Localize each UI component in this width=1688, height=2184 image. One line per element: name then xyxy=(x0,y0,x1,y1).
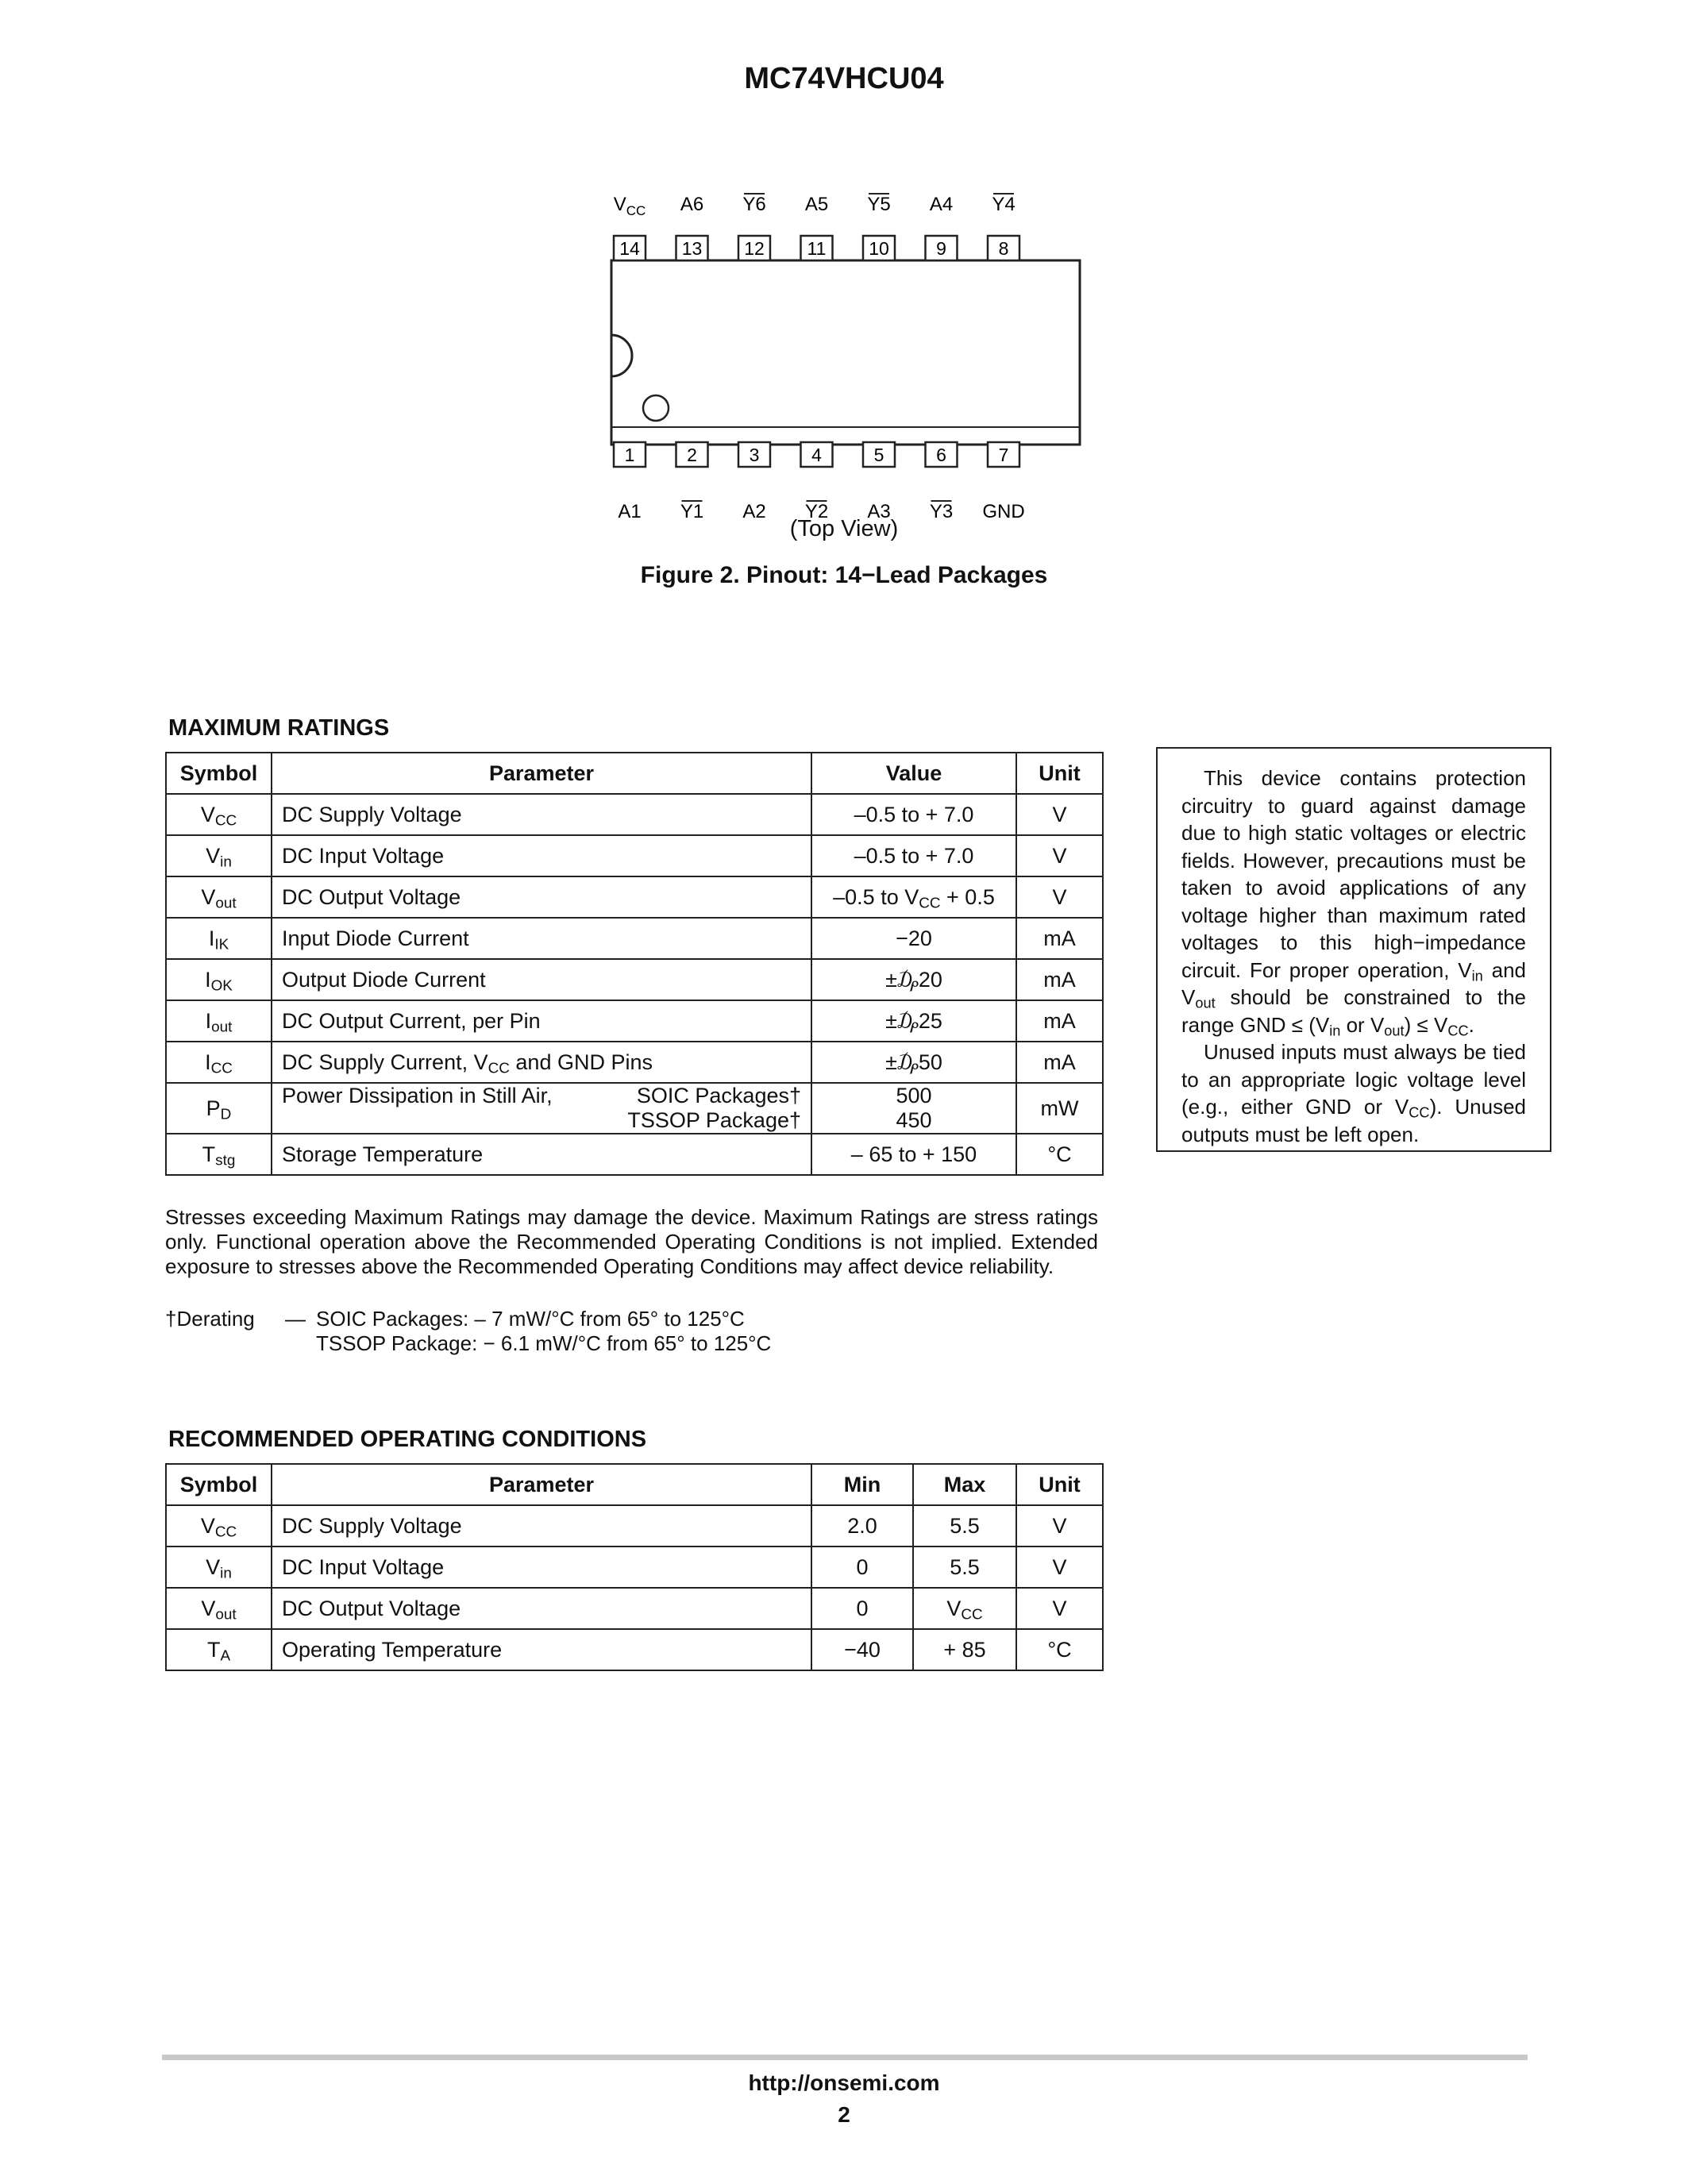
unit-cell: V xyxy=(1016,835,1103,876)
pin-10-number: 10 xyxy=(869,238,889,259)
max-cell: + 85 xyxy=(913,1629,1016,1670)
table-row xyxy=(166,1000,1103,1042)
unit-cell: V xyxy=(1016,1588,1103,1629)
pin-7-number: 7 xyxy=(998,445,1009,465)
value-cell: ±₯50 xyxy=(811,1042,1016,1083)
max-cell: $V_{CC}$ xyxy=(913,1588,1016,1629)
pin-8-number: 8 xyxy=(998,238,1009,259)
pin-10-label: Y5 xyxy=(867,194,891,215)
table-row xyxy=(166,1547,1103,1588)
unit-cell: V xyxy=(1016,1547,1103,1588)
derating-label: †Derating xyxy=(165,1307,255,1331)
col-header: Unit xyxy=(1016,1464,1103,1505)
parameter-cell: DC Supply Current, $V_{CC}$ and GND Pins xyxy=(272,1042,811,1083)
col-header: Symbol xyxy=(166,1464,272,1505)
derating-note xyxy=(165,1307,1098,1356)
esd-protection-note xyxy=(1156,747,1551,1152)
symbol-cell: $V_{in}$ xyxy=(166,835,272,876)
max-cell: 5.5 xyxy=(913,1547,1016,1588)
min-cell: −40 xyxy=(811,1629,913,1670)
pin-1-number: 1 xyxy=(624,445,635,465)
max-cell: 5.5 xyxy=(913,1505,1016,1547)
table-row xyxy=(166,959,1103,1000)
parameter-cell: Storage Temperature xyxy=(272,1134,811,1175)
page-number: 2 xyxy=(838,2102,850,2127)
pin-9-label: A4 xyxy=(929,194,954,215)
symbol-cell: $I_{OK}$ xyxy=(166,959,272,1000)
pinout-svg xyxy=(572,183,1112,564)
pin-12-number: 12 xyxy=(744,238,765,259)
pin-13-number: 13 xyxy=(681,238,703,259)
col-header: Unit xyxy=(1016,753,1103,794)
package-notch xyxy=(611,335,632,376)
footer-url[interactable]: http://onsemi.com xyxy=(748,2070,940,2095)
value-cell: −20 xyxy=(811,918,1016,959)
table-row xyxy=(166,794,1103,835)
document-title: MC74VHCU04 xyxy=(744,62,944,95)
value-cell: 500 450 xyxy=(811,1083,1016,1134)
col-header: Symbol xyxy=(166,753,272,794)
parameter-cell: DC Output Voltage xyxy=(272,876,811,918)
max-ratings-note: Stresses exceeding Maximum Ratings may damage the device. Maximum Ratings are stress ratings only. Functional operation above the Recommended Operating Conditions is not implied. Extended exposure to stresses above the Recommended Operating Conditions may affect device reliability. xyxy=(165,1205,1098,1278)
pin-9-number: 9 xyxy=(936,238,946,259)
value-cell: –0.5 to + 7.0 xyxy=(811,794,1016,835)
min-cell: 0 xyxy=(811,1588,913,1629)
parameter-cell: DC Supply Voltage xyxy=(272,1505,811,1547)
symbol-cell: $I_{out}$ xyxy=(166,1000,272,1042)
pin-2-number: 2 xyxy=(687,445,697,465)
min-cell: 2.0 xyxy=(811,1505,913,1547)
figure-caption: Figure 2. Pinout: 14−Lead Packages xyxy=(640,562,1048,588)
symbol-cell: $V_{out}$ xyxy=(166,1588,272,1629)
table-row xyxy=(166,835,1103,876)
table-row xyxy=(166,1083,1103,1134)
unit-cell: V xyxy=(1016,876,1103,918)
col-header: Max xyxy=(913,1464,1016,1505)
pin-5-number: 5 xyxy=(873,445,884,465)
unit-cell: mA xyxy=(1016,1042,1103,1083)
unused-inputs-paragraph: Unused inputs must always be tied to an appropriate logic voltage level (e.g., either GND or $V_{CC}$). Unused outputs must be left open. xyxy=(1181,1040,1526,1146)
max-ratings-table xyxy=(165,752,1104,1176)
table-header-row xyxy=(166,1464,1103,1505)
parameter-cell: DC Output Voltage xyxy=(272,1588,811,1629)
parameter-cell: DC Input Voltage xyxy=(272,1547,811,1588)
symbol-cell: $P_D$ xyxy=(166,1083,272,1134)
table-row xyxy=(166,876,1103,918)
pin-13-label: A6 xyxy=(680,194,704,215)
pin-11-number: 11 xyxy=(807,238,827,259)
footer-divider xyxy=(162,2055,1528,2060)
top-view-label: (Top View) xyxy=(789,516,899,541)
pin-8-label: Y4 xyxy=(992,194,1015,215)
symbol-cell: $V_{CC}$ xyxy=(166,794,272,835)
unit-cell: V xyxy=(1016,794,1103,835)
pin-7-label: GND xyxy=(982,501,1025,522)
unit-cell: V xyxy=(1016,1505,1103,1547)
value-cell: –0.5 to + 7.0 xyxy=(811,835,1016,876)
table-header-row xyxy=(166,753,1103,794)
parameter-cell: Power Dissipation in Still Air, SOIC Packages† TSSOP Package† xyxy=(272,1083,811,1134)
parameter-cell: Output Diode Current xyxy=(272,959,811,1000)
parameter-cell: Operating Temperature xyxy=(272,1629,811,1670)
max-ratings-title: MAXIMUM RATINGS xyxy=(168,715,390,741)
rec-conditions-title: RECOMMENDED OPERATING CONDITIONS xyxy=(168,1427,647,1452)
unit-cell: mA xyxy=(1016,959,1103,1000)
pin-6-label: Y3 xyxy=(929,501,954,522)
table-row xyxy=(166,1588,1103,1629)
symbol-cell: $V_{out}$ xyxy=(166,876,272,918)
table-row xyxy=(166,918,1103,959)
rec-conditions-table xyxy=(165,1463,1104,1671)
value-cell: – 65 to + 150 xyxy=(811,1134,1016,1175)
table-row xyxy=(166,1134,1103,1175)
table-row xyxy=(166,1629,1103,1670)
symbol-cell: $V_{in}$ xyxy=(166,1547,272,1588)
symbol-cell: $I_{IK}$ xyxy=(166,918,272,959)
value-cell: ±₯25 xyxy=(811,1000,1016,1042)
pin1-dot xyxy=(643,395,669,421)
pin-4-number: 4 xyxy=(811,445,822,465)
pin-14-number: 14 xyxy=(619,238,640,259)
symbol-cell: $I_{CC}$ xyxy=(166,1042,272,1083)
col-header: Value xyxy=(811,753,1016,794)
value-cell: ±₯20 xyxy=(811,959,1016,1000)
pin-3-label: A2 xyxy=(742,501,766,522)
pin-1-label: A1 xyxy=(618,501,642,522)
table-row xyxy=(166,1042,1103,1083)
parameter-cell: DC Input Voltage xyxy=(272,835,811,876)
symbol-cell: $V_{CC}$ xyxy=(166,1505,272,1547)
derating-dash: — xyxy=(285,1307,306,1331)
unit-cell: mA xyxy=(1016,1000,1103,1042)
pin-11-label: A5 xyxy=(804,194,829,215)
bottom-pin-row xyxy=(614,442,1025,522)
pin-6-number: 6 xyxy=(936,445,946,465)
table-row xyxy=(166,1505,1103,1547)
pin-14-label: $V_{CC}$ xyxy=(613,194,646,218)
esd-paragraph: This device contains protection circuitry to guard against damage due to high static voltages or electric fields. However, precautions must be taken to avoid applications of any voltage higher than maximum rated voltages to this high−impedance circuit. For proper operation, $V_{in}$ and $V_{out}$ should be constrained to the range GND ≤ ($V_{in}$ or $V_{out}) \le V_{CC}$. xyxy=(1181,766,1527,1039)
value-cell: –0.5 to $V_{CC} + 0.5$ xyxy=(811,876,1016,918)
pin-3-number: 3 xyxy=(749,445,760,465)
col-header: Parameter xyxy=(272,753,811,794)
col-header: Min xyxy=(811,1464,913,1505)
unit-cell: °C xyxy=(1016,1134,1103,1175)
pinout-diagram xyxy=(572,183,1112,564)
pin-2-label: Y1 xyxy=(680,501,704,522)
col-header: Parameter xyxy=(272,1464,811,1505)
top-pin-row xyxy=(614,194,1019,260)
pin-4-label: Y2 xyxy=(804,501,829,522)
parameter-cell: Input Diode Current xyxy=(272,918,811,959)
symbol-cell: $T_A$ xyxy=(166,1629,272,1670)
parameter-cell: DC Output Current, per Pin xyxy=(272,1000,811,1042)
unit-cell: mW xyxy=(1016,1083,1103,1134)
symbol-cell: $T_{stg}$ xyxy=(166,1134,272,1175)
pin-5-label: A3 xyxy=(867,501,891,522)
derating-tssop: TSSOP Package: − 6.1 mW/°C from 65° to 125°C xyxy=(316,1331,772,1355)
derating-soic: SOIC Packages: – 7 mW/°C from 65° to 125°C xyxy=(316,1307,745,1331)
package-body xyxy=(611,260,1080,445)
pin-12-label: Y6 xyxy=(742,194,766,215)
parameter-cell: DC Supply Voltage xyxy=(272,794,811,835)
unit-cell: °C xyxy=(1016,1629,1103,1670)
min-cell: 0 xyxy=(811,1547,913,1588)
unit-cell: mA xyxy=(1016,918,1103,959)
